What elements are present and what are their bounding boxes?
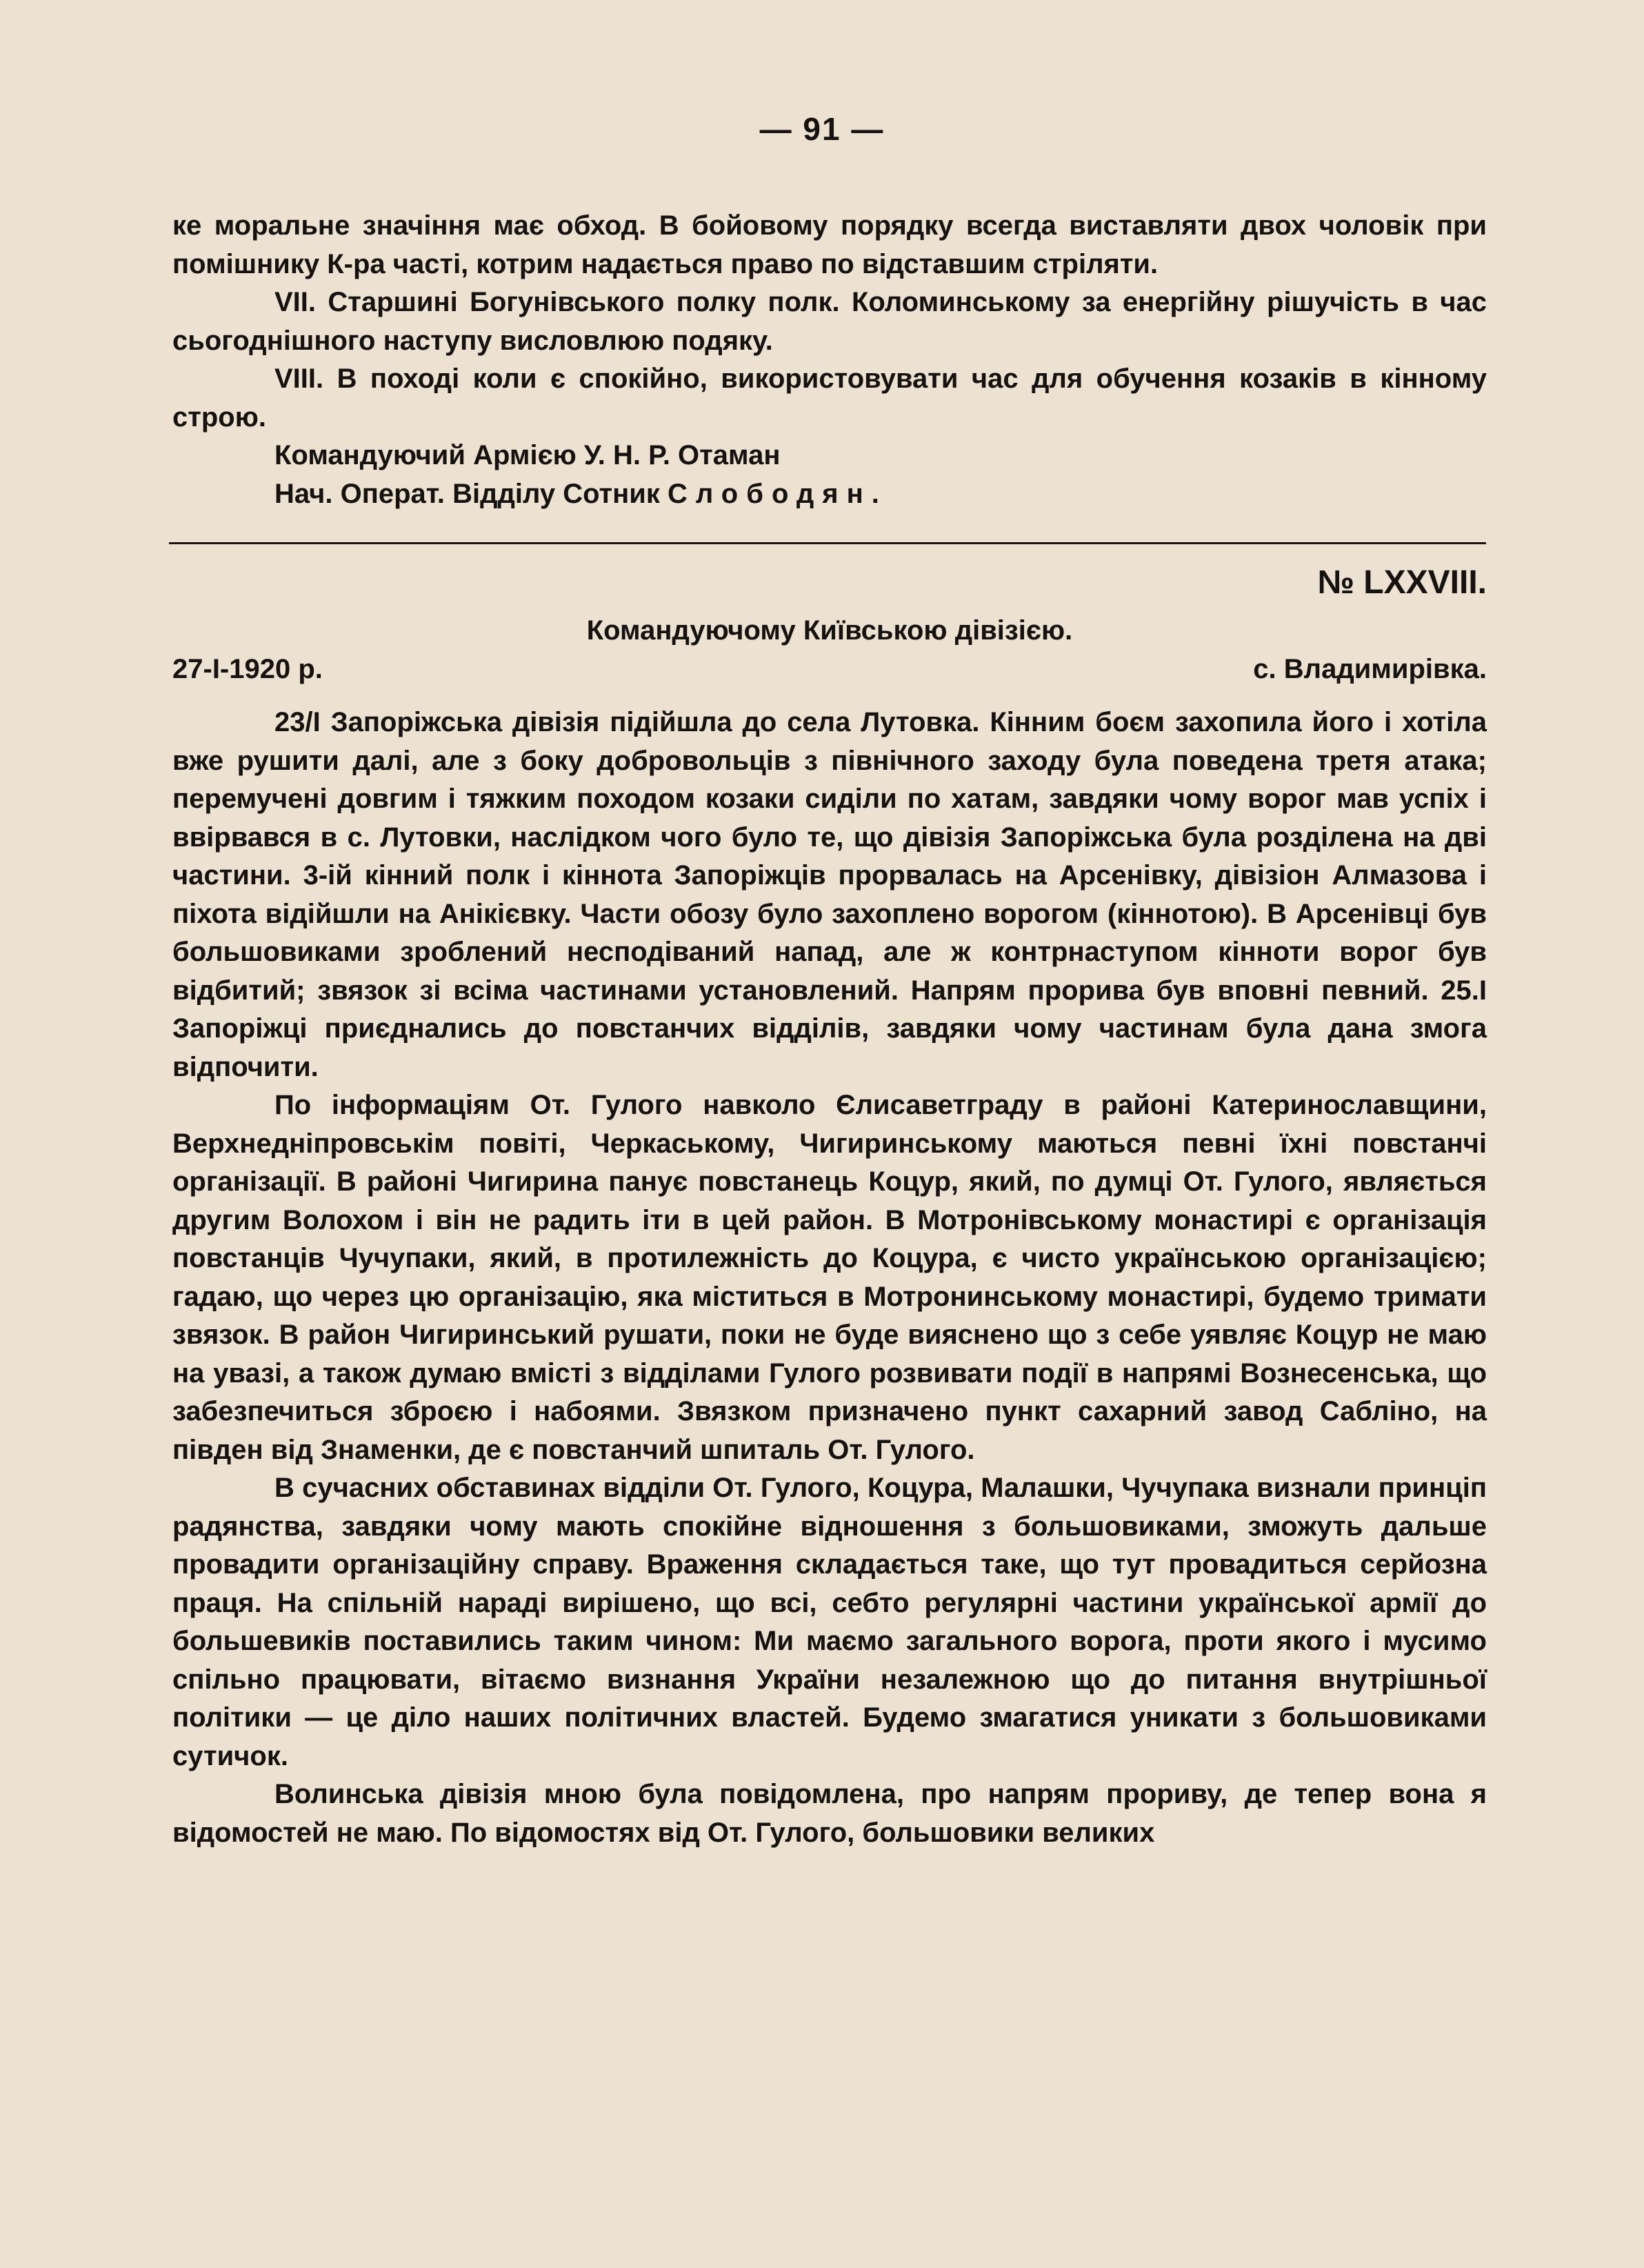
paragraph: VII. Старшині Богунівського полку полк. Коломинському за енергійну рішучість в час сьогоднішного наступу висловлюю подяку. bbox=[172, 287, 1487, 356]
signature-line bbox=[274, 475, 1487, 514]
addressee: Командуючому Київською дівізією. bbox=[586, 615, 1073, 646]
order-place: с. Владимирівка. bbox=[1253, 653, 1487, 684]
paragraph: По інформаціям От. Гулого навколо Єлисаветграду в районі Катеринославщини, Верхнедніпровськім повіті, Черкаському, Чигиринському маються певні їхні повстанчі організації. В районі Чигирина панує повстанець Коцур, який, по думці От. Гулого, являється другим Волохом і він не радить іти в цей район. В Мотронівському монастирі є організація повстанців Чучупаки, який, в протилежність до Коцура, є чисто українською організацією; гадаю, що через цю організацію, яка міститься в Мотронинському монастирі, будемо тримати звязок. В район Чигиринський рушати, поки не буде вияснено що з себе уявляє Коцур не маю на увазі, а також думаю вмісті з відділами Гулого розвивати події в напрямі Вознесенська, що забезпечиться зброєю і набоями. Звязком призначено пункт сахарний завод Сабліно, на півден від Знаменки, де є повстанчий шпиталь От. Гулого. bbox=[172, 1090, 1487, 1465]
paragraph: Волинська дівізія мною була повідомлена, про напрям прориву, де тепер вона я відомостей не маю. По відомостях від От. Гулого, большовики великих bbox=[172, 1779, 1487, 1848]
paragraph: VIII. В поході коли є спокійно, використовувати час для обучення козаків в кінному строю. bbox=[172, 364, 1487, 432]
date-line bbox=[172, 650, 1487, 689]
section-divider bbox=[169, 542, 1486, 544]
signature-line: Командуючий Армією У. Н. Р. Отаман bbox=[274, 440, 781, 470]
paragraph: В сучасних обставинах відділи От. Гулого, Коцура, Малашки, Чучупака визнали принціп радянства, завдяки чому мають спокійне відношення з большовиками, зможуть дальше провадити організаційну справу. Враження складається таке, що тут провадиться серйозна праця. На спільній нараді вирішено, що всі, себто регулярні частини української армії до большевиків поставились таким чином: Ми маємо загального ворога, проти якого і мусимо спільно працювати, вітаємо визнання України незалежною що до питання внутрішньої політики — це діло наших політичних властей. Будемо змагатися уникати з большовиками сутичок. bbox=[172, 1473, 1487, 1771]
page-body bbox=[172, 207, 1487, 1852]
signature-name: Слободян. bbox=[668, 478, 888, 509]
order-number: № LXXVIII. bbox=[1317, 564, 1487, 601]
order-date: 27-I-1920 р. bbox=[172, 653, 323, 684]
paragraph: 23/I Запоріжська дівізія підійшла до села Лутовка. Кінним боєм захопила його і хотіла вже рушити далі, але з боку добровольців з північного заходу була поведена третя атака; перемучені довгим і тяжким походом козаки сиділи по хатам, завдяки чому ворог мав успіх і ввірвався в с. Лутовки, наслідком чого було те, що дівізія Запоріжська була розділена на дві частини. 3-ій кінний полк і кіннота Запоріжців прорвалась на Арсенівку, дівізіон Алмазова і піхота відійшли на Анікієвку. Части обозу було захоплено ворогом (кіннотою). В Арсенівці був большовиками зроблений несподіваний напад, але ж контрнаступом кінноти ворог був відбитий; звязок зі всіма частинами установлений. Напрям прорива був вповні певний. 25.I Запоріжці приєднались до повстанчих відділів, завдяки чому частинам була дана змога відпочити. bbox=[172, 707, 1487, 1082]
page-number: — 91 — bbox=[759, 111, 885, 147]
signature-title: Нач. Операт. Відділу Сотник bbox=[274, 478, 668, 509]
paragraph: ке моральне значіння має обход. В бойовому порядку всегда виставляти двох чоловік при помішнику К-ра часті, котрим надається право по відставшим стріляти. bbox=[172, 210, 1487, 279]
